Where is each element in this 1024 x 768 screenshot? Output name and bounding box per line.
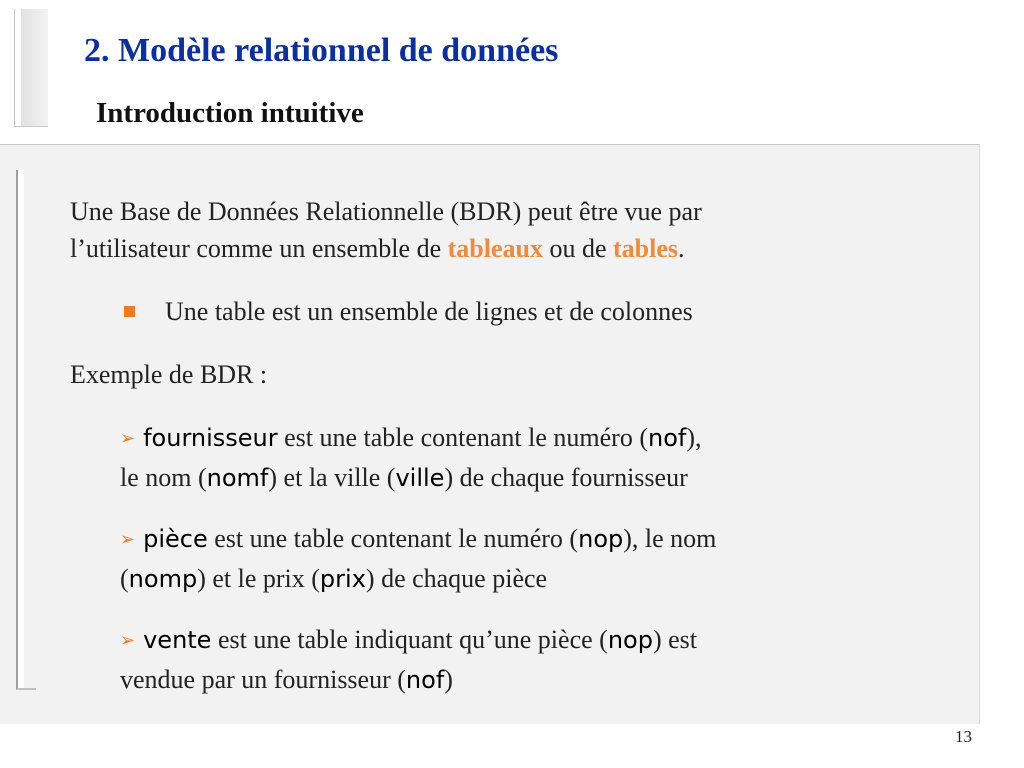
intro-text-1: Une Base de Données Relationnelle (BDR) peut être vue par	[70, 197, 702, 226]
list-item-vente	[120, 621, 960, 699]
item-text: vendue par un fournisseur (	[120, 665, 406, 694]
column-name: nomp	[128, 565, 198, 593]
column-name: nof	[648, 424, 687, 452]
list-item-piece	[120, 520, 960, 598]
item-text: est une table contenant le numéro (	[207, 524, 579, 553]
square-bullet-icon	[124, 306, 135, 317]
item-text: est une table indiquant qu’une pièce (	[211, 625, 608, 654]
content-decoration-bar	[16, 170, 36, 690]
bullet-table-definition	[124, 293, 693, 330]
item-text: ) et la ville (	[268, 463, 396, 492]
intro-text-2: l’utilisateur comme un ensemble de	[70, 234, 448, 263]
column-name: nop	[607, 626, 653, 654]
item-text: (	[120, 564, 129, 593]
item-text: le nom (	[120, 463, 207, 492]
table-name: fournisseur	[143, 424, 278, 452]
item-text: ) est	[652, 625, 698, 654]
intro-text-4: .	[678, 234, 685, 263]
item-text: )	[444, 665, 453, 694]
item-text: ) de chaque fournisseur	[444, 463, 688, 492]
item-text: ), le nom	[623, 524, 717, 553]
arrow-bullet-icon: ➢	[120, 630, 136, 651]
title-decoration-bar	[14, 9, 48, 127]
column-name: nomf	[206, 464, 269, 492]
arrow-bullet-icon: ➢	[120, 428, 136, 449]
column-name: nop	[578, 525, 624, 553]
item-text: ) et le prix (	[197, 564, 320, 593]
bullet-text: Une table est un ensemble de lignes et de colonnes	[165, 297, 693, 326]
column-name: prix	[319, 565, 366, 593]
column-name: nof	[405, 666, 445, 694]
item-text: est une table contenant le numéro (	[277, 423, 648, 452]
page-number: 13	[955, 727, 972, 746]
table-name: vente	[143, 626, 212, 654]
item-text: ) de chaque pièce	[365, 564, 548, 593]
column-name: ville	[395, 464, 445, 492]
intro-text-3: ou de	[542, 234, 613, 263]
highlight-tableaux: tableaux	[447, 234, 543, 263]
list-item-fournisseur	[120, 419, 960, 497]
intro-paragraph	[70, 193, 702, 267]
slide-title: 2. Modèle relationnel de données	[84, 32, 559, 69]
highlight-tables: tables	[613, 234, 678, 263]
slide-subtitle: Introduction intuitive	[96, 97, 364, 129]
table-name: pièce	[143, 525, 208, 553]
item-text: ),	[686, 423, 702, 452]
example-label: Exemple de BDR :	[70, 360, 268, 389]
arrow-bullet-icon: ➢	[120, 529, 136, 550]
